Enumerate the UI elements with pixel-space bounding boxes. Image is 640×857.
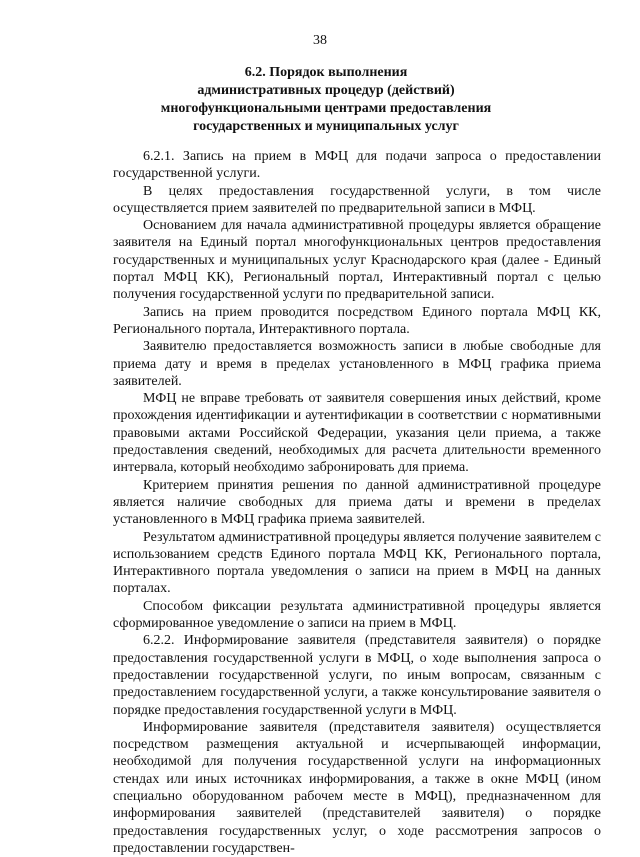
paragraph: Информирование заявителя (представителя заявителя) осуществляется посредством размещения актуальной и исчерпывающей информации, необходимой для получения государственной услуги на информационных стендах или иных источниках информирования, а также в окне МФЦ (ином специально оборудованном рабочем месте в МФЦ), предназначенном для информирования заявителей (представителей заявителя) о порядке предоставления государственных услуг, о ходе рассмотрения запросов о предоставлении государствен- [113, 719, 601, 856]
heading-line: многофункциональными центрами предоставления [160, 101, 492, 116]
heading-line: 6.2. Порядок выполнения [244, 65, 408, 80]
page-number: 38 [313, 33, 327, 48]
heading-line: административных процедур (действий) [197, 83, 455, 98]
paragraph: 6.2.2. Информирование заявителя (представителя заявителя) о порядке предоставления государственной услуги в МФЦ, о ходе выполнения запроса о предоставлении государственной услуги, по иным вопросам, связанным с предоставлением государственной услуги, а также консультирование заявителя о порядке предоставления государственной услуги в МФЦ. [113, 633, 601, 718]
paragraph: В целях предоставления государственной услуги, в том числе осуществляется прием заявителей по предварительной записи в МФЦ. [113, 183, 601, 216]
heading-line: государственных и муниципальных услуг [193, 119, 459, 134]
section-heading [90, 64, 562, 136]
body-text [113, 148, 601, 857]
paragraph: Результатом административной процедуры является получение заявителем с использованием средств Единого портала МФЦ КК, Регионального портала, Интерактивного портала уведомления о записи на прием в МФЦ на данных порталах. [113, 529, 601, 597]
paragraph: 6.2.1. Запись на прием в МФЦ для подачи запроса о предоставлении государственной услуги. [113, 149, 601, 182]
paragraph: Запись на прием проводится посредством Единого портала МФЦ КК, Регионального портала, Интерактивного портала. [113, 304, 601, 337]
paragraph: Критерием принятия решения по данной административной процедуре является наличие свободных для приема даты и времени в пределах установленного в МФЦ графика приема заявителей. [113, 477, 601, 528]
paragraph: Способом фиксации результата административной процедуры является сформированное уведомление о записи на прием в МФЦ. [113, 598, 601, 632]
paragraph: Основанием для начала административной процедуры является обращение заявителя на Единый портал многофункциональных центров предоставления государственных и муниципальных услуг Краснодарского края (далее - Единый портал МФЦ КК), Региональный портал, Интерактивный портал с целью получения государственной услуги по предварительной записи. [113, 218, 601, 303]
paragraph: Заявителю предоставляется возможность записи в любые свободные для приема дату и время в пределах установленного в МФЦ графика приема заявителей. [113, 339, 601, 389]
paragraph: МФЦ не вправе требовать от заявителя совершения иных действий, кроме прохождения идентификации и аутентификации в соответствии с нормативными правовыми актами Российской Федерации, указания цели приема, а также предоставления сведений, необходимых для расчета длительности временного интервала, который необходимо забронировать для приема. [113, 391, 601, 476]
